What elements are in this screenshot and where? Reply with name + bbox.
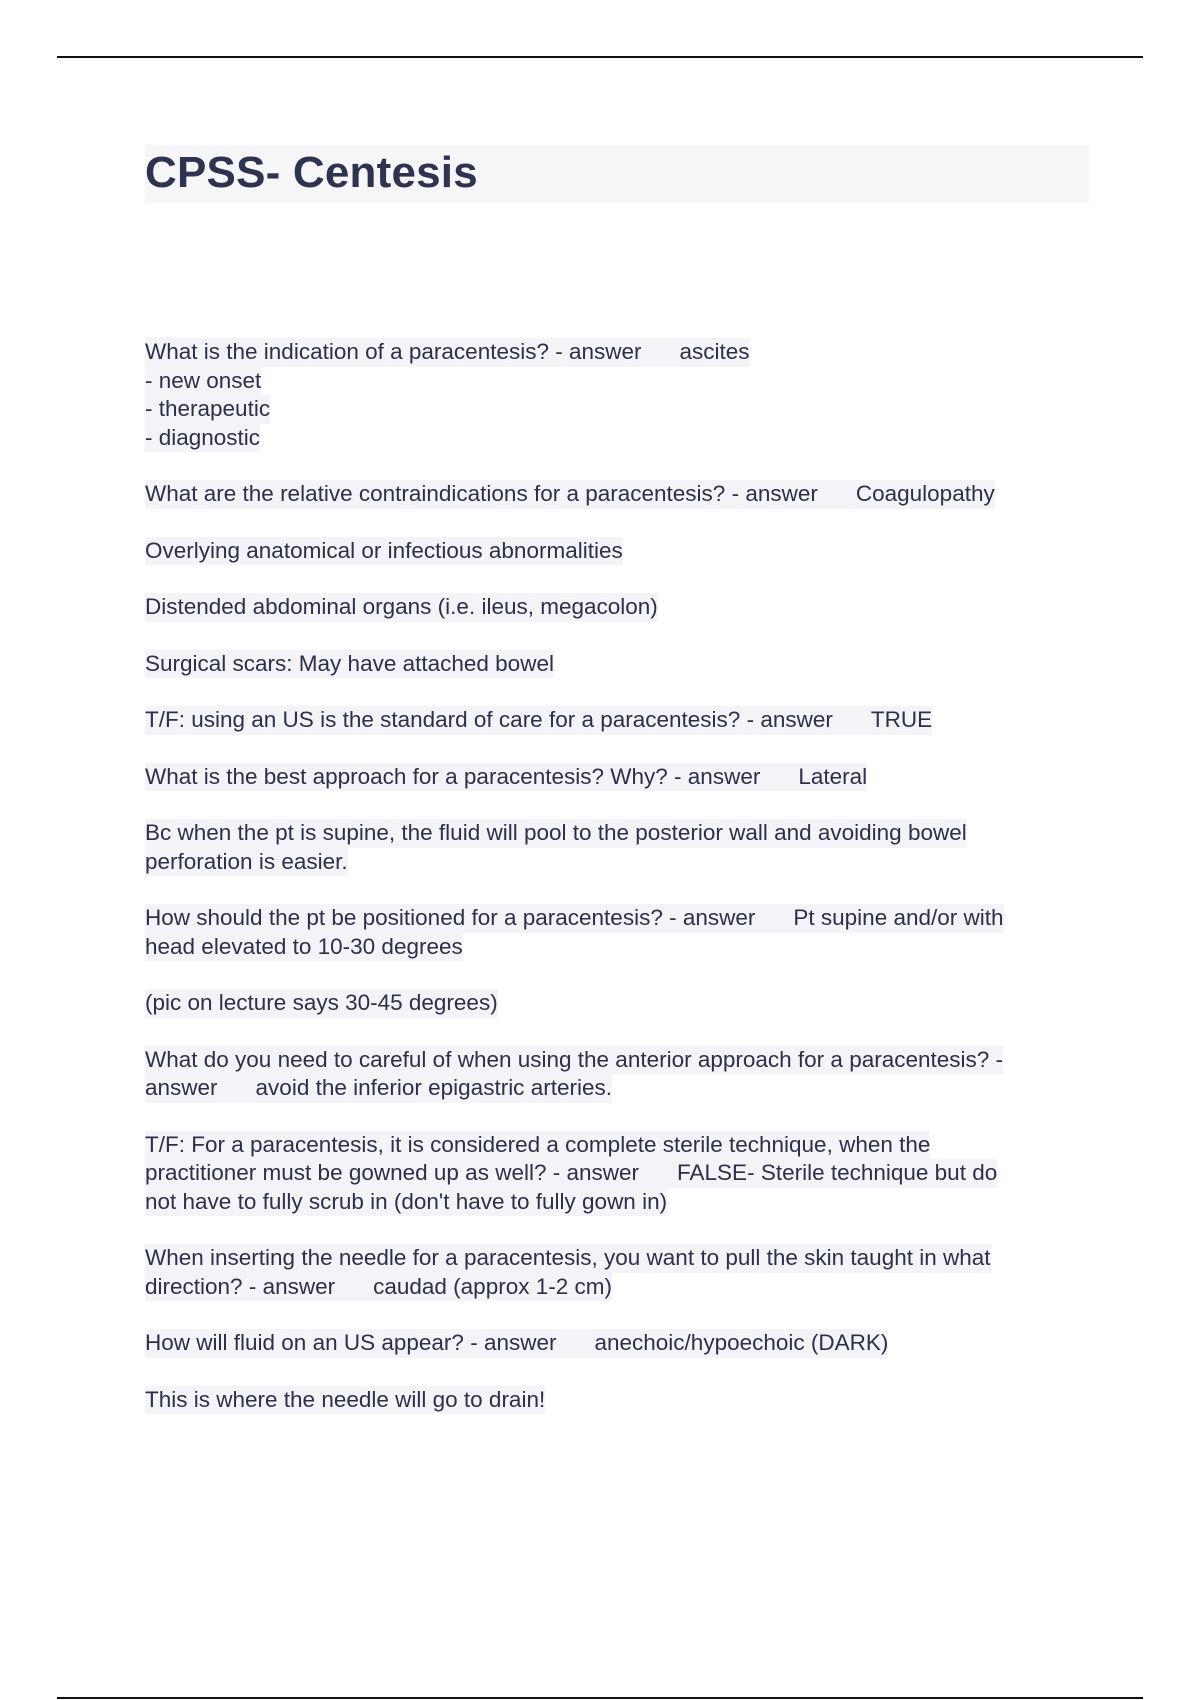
- question-line: What are the relative contraindications for a paracentesis? - answer Coagulopathy: [145, 480, 995, 509]
- question-line: How will fluid on an US appear? - answer anechoic/hypoechoic (DARK): [145, 1329, 888, 1358]
- top-rule: [57, 56, 1143, 58]
- document-body: [145, 338, 1095, 1442]
- list-item: - diagnostic: [145, 424, 260, 453]
- page-title: CPSS- Centesis: [145, 148, 478, 197]
- note-paragraph: This is where the needle will go to drain!: [145, 1386, 1095, 1415]
- question-line: What do you need to careful of when using the anterior approach for a paracentesis? -: [145, 1046, 1003, 1075]
- note-paragraph: Distended abdominal organs (i.e. ileus, megacolon): [145, 593, 1095, 622]
- qa-item-fluid-appearance: [145, 1329, 1095, 1358]
- question-line: T/F: using an US is the standard of care for a paracentesis? - answer TRUE: [145, 706, 932, 735]
- question-line: What is the indication of a paracentesis? - answer ascites: [145, 338, 750, 367]
- answer-continuation: not have to fully scrub in (don't have to fully gown in): [145, 1188, 667, 1217]
- list-item: - therapeutic: [145, 395, 270, 424]
- qa-item-indication: [145, 338, 1095, 452]
- answer-text: Coagulopathy: [855, 481, 995, 506]
- bottom-rule: [57, 1697, 1143, 1699]
- note-paragraph: Surgical scars: May have attached bowel: [145, 650, 1095, 679]
- note-paragraph: (pic on lecture says 30-45 degrees): [145, 989, 1095, 1018]
- question-line: When inserting the needle for a paracentesis, you want to pull the skin taught in what: [145, 1244, 991, 1273]
- answer-text: Lateral: [798, 763, 868, 789]
- qa-item-positioning: [145, 904, 1095, 961]
- question-line: How should the pt be positioned for a paracentesis? - answer Pt supine and/or with: [145, 904, 1004, 933]
- answer-text: caudad (approx 1-2 cm): [373, 1273, 612, 1299]
- answer-text: avoid the inferior epigastric arteries.: [255, 1075, 612, 1100]
- qa-item-contraindications: [145, 480, 1095, 509]
- answer-text: FALSE- Sterile technique but do: [677, 1160, 998, 1185]
- answer-text: Pt supine and/or with: [793, 905, 1004, 930]
- question-line: direction? - answer caudad (approx 1-2 cm): [145, 1273, 612, 1302]
- answer-continuation: head elevated to 10-30 degrees: [145, 933, 463, 962]
- qa-item-ultrasound: [145, 706, 1095, 735]
- answer-text: ascites: [679, 339, 750, 364]
- note-paragraph: Overlying anatomical or infectious abnormalities: [145, 537, 1095, 566]
- qa-item-anterior-approach: [145, 1046, 1095, 1103]
- note-paragraph: Bc when the pt is supine, the fluid will pool to the posterior wall and avoiding bowel perforation is easier.: [145, 819, 1095, 876]
- qa-item-sterile-technique: [145, 1131, 1095, 1217]
- answer-text: anechoic/hypoechoic (DARK): [594, 1330, 889, 1355]
- question-line: answer avoid the inferior epigastric arteries.: [145, 1074, 612, 1103]
- list-item: - new onset: [145, 367, 261, 396]
- qa-item-needle-direction: [145, 1244, 1095, 1301]
- question-line: practitioner must be gowned up as well? - answer FALSE- Sterile technique but do: [145, 1159, 997, 1188]
- qa-item-approach: [145, 763, 1095, 792]
- answer-text: TRUE: [870, 707, 933, 732]
- question-line: T/F: For a paracentesis, it is considered a complete sterile technique, when the: [145, 1131, 930, 1160]
- question-line: What is the best approach for a paracentesis? Why? - answer Lateral: [145, 763, 867, 792]
